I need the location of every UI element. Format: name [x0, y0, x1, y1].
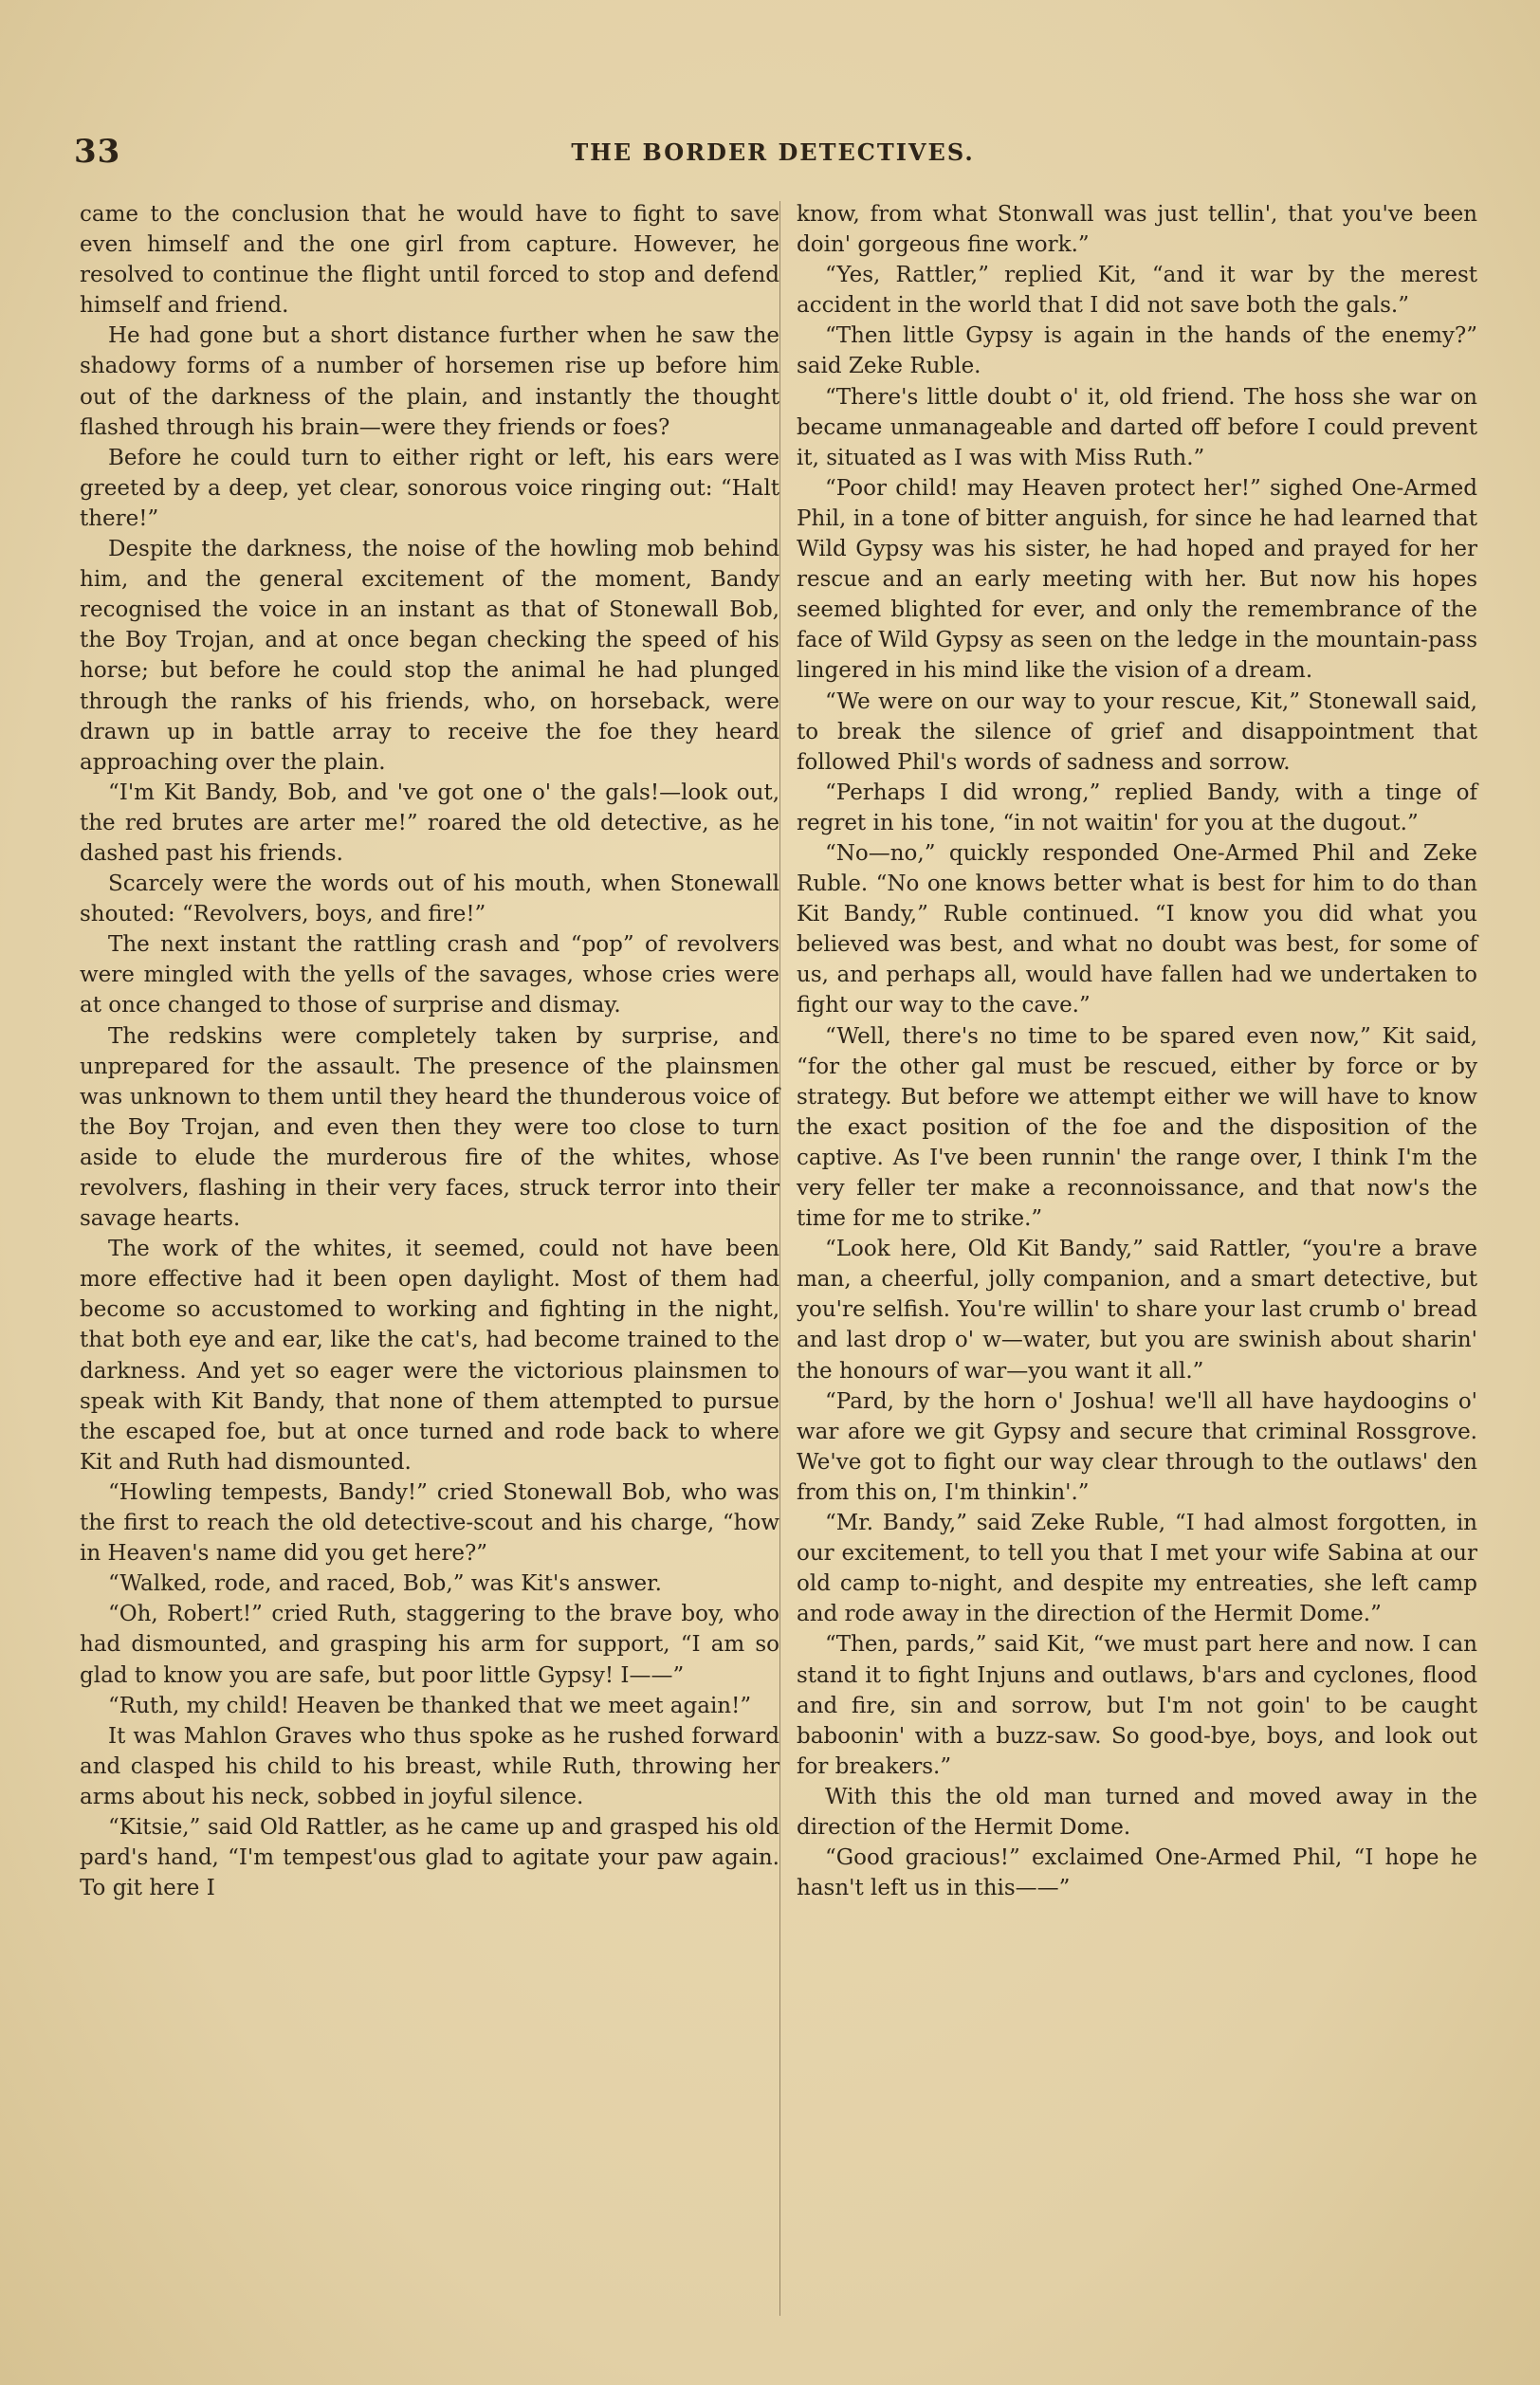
left-column: [80, 199, 779, 1903]
paragraph: “Yes, Rattler,” replied Kit, “and it war by the merest accident in the world that I did not save both the gals.”: [797, 263, 1477, 319]
paragraph: Scarcely were the words out of his mouth, when Stonewall shouted: “Revolvers, boys, and fire!”: [80, 871, 779, 927]
column-divider: [779, 201, 780, 2316]
paragraph: “Ruth, my child! Heaven be thanked that we meet again!”: [108, 1693, 752, 1718]
paragraph: Despite the darkness, the noise of the howling mob behind him, and the general excitement of the moment, Bandy recognised the voice in an instant as that of Stonewall Bob, the Boy Trojan, and at once began checking the speed of his horse; but before he could stop the animal he had plunged through the ranks of his friends, who, on horseback, were drawn up in battle array to receive the foe they heard approaching over the plain.: [80, 537, 779, 775]
paragraph: “Howling tempests, Bandy!” cried Stonewall Bob, who was the first to reach the old detective-scout and his charge, “how in Heaven's name did you get here?”: [80, 1479, 779, 1567]
paragraph: The next instant the rattling crash and “pop” of revolvers were mingled with the yells of the savages, whose cries were at once changed to those of surprise and dismay.: [80, 932, 779, 1018]
paragraph: “Good gracious!” exclaimed One-Armed Phil, “I hope he hasn't left us in this——”: [797, 1845, 1477, 1901]
paragraph: “Then little Gypsy is again in the hands of the enemy?” said Zeke Ruble.: [797, 323, 1477, 379]
paragraph: “Walked, rode, and raced, Bob,” was Kit's answer.: [108, 1571, 662, 1597]
paragraph: The redskins were completely taken by surprise, and unprepared for the assault. The presence of the plainsmen was unknown to them until they heard the thunderous voice of the Boy Trojan, and even then they were too close to turn aside to elude the murderous fire of the whites, whose revolvers, flashing in their very faces, struck terror into their savage hearts.: [80, 1023, 779, 1232]
paragraph: He had gone but a short distance further when he saw the shadowy forms of a number of horsemen rise up before him out of the darkness of the plain, and instantly the thought flashed through his brain—were they friends or foes?: [80, 323, 779, 440]
paragraph: It was Mahlon Graves who thus spoke as he rushed forward and clasped his child to his breast, while Ruth, throwing her arms about his neck, sobbed in joyful silence.: [80, 1723, 779, 1809]
paragraph: “Well, there's no time to be spared even now,” Kit said, “for the other gal must be rescued, either by force or by strategy. But before we attempt either we will have to know the exact position of the foe and the disposition of the captive. As I've been runnin' the range over, I think I'm the very feller ter make a reconnoissance, and that now's the time for me to strike.”: [797, 1023, 1477, 1232]
paragraph: “Kitsie,” said Old Rattler, as he came up and grasped his old pard's hand, “I'm tempest'ous glad to agitate your paw again. To git here I: [80, 1814, 779, 1901]
paragraph: “Poor child! may Heaven protect her!” sighed One-Armed Phil, in a tone of bitter anguish, for since he had learned that Wild Gypsy was his sister, he had hoped and prayed for her rescue and an early meeting with her. But now his hopes seemed blighted for ever, and only the remembrance of the face of Wild Gypsy as seen on the ledge in the mountain-pass lingered in his mind like the vision of a dream.: [797, 475, 1477, 684]
paragraph: came to the conclusion that he would have to fight to save even himself and the one girl from capture. However, he resolved to continue the flight until forced to stop and defend himself and friend.: [80, 202, 779, 319]
page-number: 33: [74, 133, 121, 171]
right-column: [797, 199, 1477, 1903]
paragraph: “Then, pards,” said Kit, “we must part here and now. I can stand it to fight Injuns and outlaws, b'ars and cyclones, flood and fire, sin and sorrow, but I'm not goin' to be caught baboonin' with a buzz-saw. So good-bye, boys, and look out for breakers.”: [797, 1632, 1477, 1779]
paragraph: “I'm Kit Bandy, Bob, and 've got one o' the gals!—look out, the red brutes are arter me!” roared the old detective, as he dashed past his friends.: [80, 780, 779, 866]
paragraph: “Perhaps I did wrong,” replied Bandy, with a tinge of regret in his tone, “in not waitin' for you at the dugout.”: [797, 780, 1477, 835]
paragraph: know, from what Stonwall was just tellin', that you've been doin' gorgeous fine work.”: [797, 202, 1477, 258]
paragraph: Before he could turn to either right or left, his ears were greeted by a deep, yet clear, sonorous voice ringing out: “Halt there!”: [80, 445, 779, 531]
paragraph: “No—no,” quickly responded One-Armed Phil and Zeke Ruble. “No one knows better what is best for him to do than Kit Bandy,” Ruble continued. “I know you did what you believed was best, and what no doubt was best, for some of us, and perhaps all, would have fallen had we undertaken to fight our way to the cave.”: [797, 840, 1477, 1018]
paragraph: With this the old man turned and moved away in the direction of the Hermit Dome.: [797, 1784, 1477, 1840]
paragraph: “Look here, Old Kit Bandy,” said Rattler, “you're a brave man, a cheerful, jolly companion, and a smart detective, but you're selfish. You're willin' to share your last crumb o' bread and last drop o' w—water, but you are swinish about sharin' the honours of war—you want it all.”: [797, 1237, 1477, 1384]
running-title: THE BORDER DETECTIVES.: [571, 138, 975, 166]
paragraph: “Pard, by the horn o' Joshua! we'll all have haydoogins o' war afore we git Gypsy and secure that criminal Rossgrove. We've got to fight our way clear through to the outlaws' den from this on, I'm thinkin'.”: [797, 1388, 1477, 1505]
paragraph: The work of the whites, it seemed, could not have been more effective had it been open daylight. Most of them had become so accustomed to working and fighting in the night, that both eye and ear, like the cat's, had become trained to the darkness. And yet so eager were the victorious plainsmen to speak with Kit Bandy, that none of them attempted to pursue the escaped foe, but at once turned and rode back to where Kit and Ruth had dismounted.: [80, 1237, 779, 1475]
paragraph: “We were on our way to your rescue, Kit,” Stonewall said, to break the silence of grief and disappointment that followed Phil's words of sadness and sorrow.: [797, 688, 1477, 775]
paragraph: “Oh, Robert!” cried Ruth, staggering to the brave boy, who had dismounted, and grasping his arm for support, “I am so glad to know you are safe, but poor little Gypsy! I——”: [80, 1602, 779, 1688]
paragraph: “There's little doubt o' it, old friend. The hoss she war on became unmanageable and darted off before I could prevent it, situated as I was with Miss Ruth.”: [797, 384, 1477, 470]
paragraph: “Mr. Bandy,” said Zeke Ruble, “I had almost forgotten, in our excitement, to tell you that I met your wife Sabina at our old camp to-night, and despite my entreaties, she left camp and rode away in the direction of the Hermit Dome.”: [797, 1511, 1477, 1627]
page-header: [74, 133, 1472, 171]
